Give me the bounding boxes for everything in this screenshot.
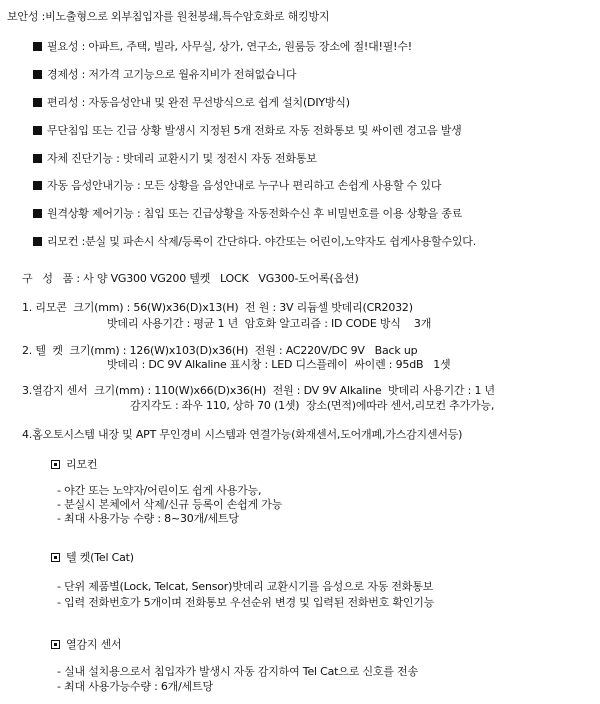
spec-subline: 밧데리 사용기간 : 평균 1 년 암호화 알고리즘 : ID CODE 방식 3개 (107, 317, 432, 330)
list-item: - 실내 설치용으로서 침입자가 발생시 자동 감지하여 Tel Cat으로 신호를 전송 (57, 665, 418, 678)
feature-item: 리모컨 :분실 및 파손시 삭제/등록이 간단하다. 야간또는 어린이,노약자도 쉽게사용할수있다. (33, 235, 476, 249)
list-item: - 야간 또는 노약자/어린이도 쉽게 사용가능, (57, 484, 262, 497)
list-item: - 최대 사용가능 수량 : 8~30개/세트당 (57, 512, 239, 525)
integration-line: 4.홈오토시스템 내장 및 APT 무인경비 시스템과 연결가능(화재센서,도어개폐,가스감지센서등) (22, 428, 463, 441)
square-bullet-icon (33, 237, 42, 246)
square-bullet-icon (33, 98, 42, 107)
spec-subline: 밧데리 : DC 9V Alkaline 표시창 : LED 디스플레이 싸이렌 : 95dB 1셋 (107, 358, 451, 371)
square-bullet-icon (33, 154, 42, 163)
list-item: - 분실시 본체에서 삭제/신규 등록이 손쉽게 가능 (57, 498, 283, 511)
square-bullet-icon (33, 42, 42, 51)
list-item: - 단위 제품별(Lock, Telcat, Sensor)밧데리 교환시기를 음성으로 자동 전화통보 (57, 580, 434, 593)
checkbox-square-icon (51, 553, 60, 562)
section-title-telcat: 텔 켓(Tel Cat) (51, 551, 134, 565)
square-bullet-icon (33, 126, 42, 135)
section-title-sensor: 열감지 센서 (51, 638, 121, 652)
composition-line: 구 성 품 : 사 양 VG300 VG200 텔켓 LOCK VG300-도어록(옵션) (22, 272, 359, 285)
square-bullet-icon (33, 181, 42, 190)
feature-item: 원격상황 제어기능 : 침입 또는 긴급상황을 자동전화수신 후 비밀번호를 이용 상황을 종료 (33, 207, 462, 221)
section-title-remote: 리모컨 (51, 458, 97, 472)
feature-item: 필요성 : 아파트, 주택, 빌라, 사무실, 상가, 연구소, 원룸등 장소에 절!대!필!수! (33, 40, 412, 54)
security-line: 보안성 :비노출형으로 외부침입자를 원천봉쇄,특수암호화로 해킹방지 (7, 10, 330, 23)
spec-line: 3.열감지 센서 크기(mm) : 110(W)x66(D)x36(H) 전원 : DV 9V Alkaline 밧데리 사용기간 : 1 년 (22, 384, 495, 397)
list-item: - 입력 전화번호가 5개이며 전화통보 우선순위 변경 및 입력된 전화번호 확인기능 (57, 596, 435, 609)
spec-line: 1. 리모콘 크기(mm) : 56(W)x36(D)x13(H) 전 원 : 3V 리듐셀 밧데리(CR2032) (22, 301, 413, 314)
feature-item: 무단침입 또는 긴급 상황 발생시 지정된 5개 전화로 자동 전화통보 및 싸이렌 경고음 발생 (33, 124, 462, 138)
square-bullet-icon (33, 70, 42, 79)
checkbox-square-icon (51, 460, 60, 469)
feature-item: 경제성 : 저가격 고기능으로 월유지비가 전혀없습니다 (33, 68, 296, 82)
spec-line: 2. 텔 켓 크기(mm) : 126(W)x103(D)x36(H) 전원 : AC220V/DC 9V Back up (22, 344, 418, 357)
checkbox-square-icon (51, 640, 60, 649)
spec-subline: 감지각도 : 좌우 110, 상하 70 (1셋) 장소(면적)에따라 센서,리모컨 추가가능, (130, 399, 495, 412)
feature-item: 자동 음성안내기능 : 모든 상황을 음성안내로 누구나 편리하고 손쉽게 사용할 수 있다 (33, 179, 441, 193)
feature-item: 편리성 : 자동음성안내 및 완전 무선방식으로 쉽게 설치(DIY방식) (33, 96, 350, 110)
list-item: - 최대 사용가능수량 : 6개/세트당 (57, 680, 213, 693)
square-bullet-icon (33, 209, 42, 218)
feature-item: 자체 진단기능 : 밧데리 교환시기 및 정전시 자동 전화통보 (33, 152, 317, 166)
